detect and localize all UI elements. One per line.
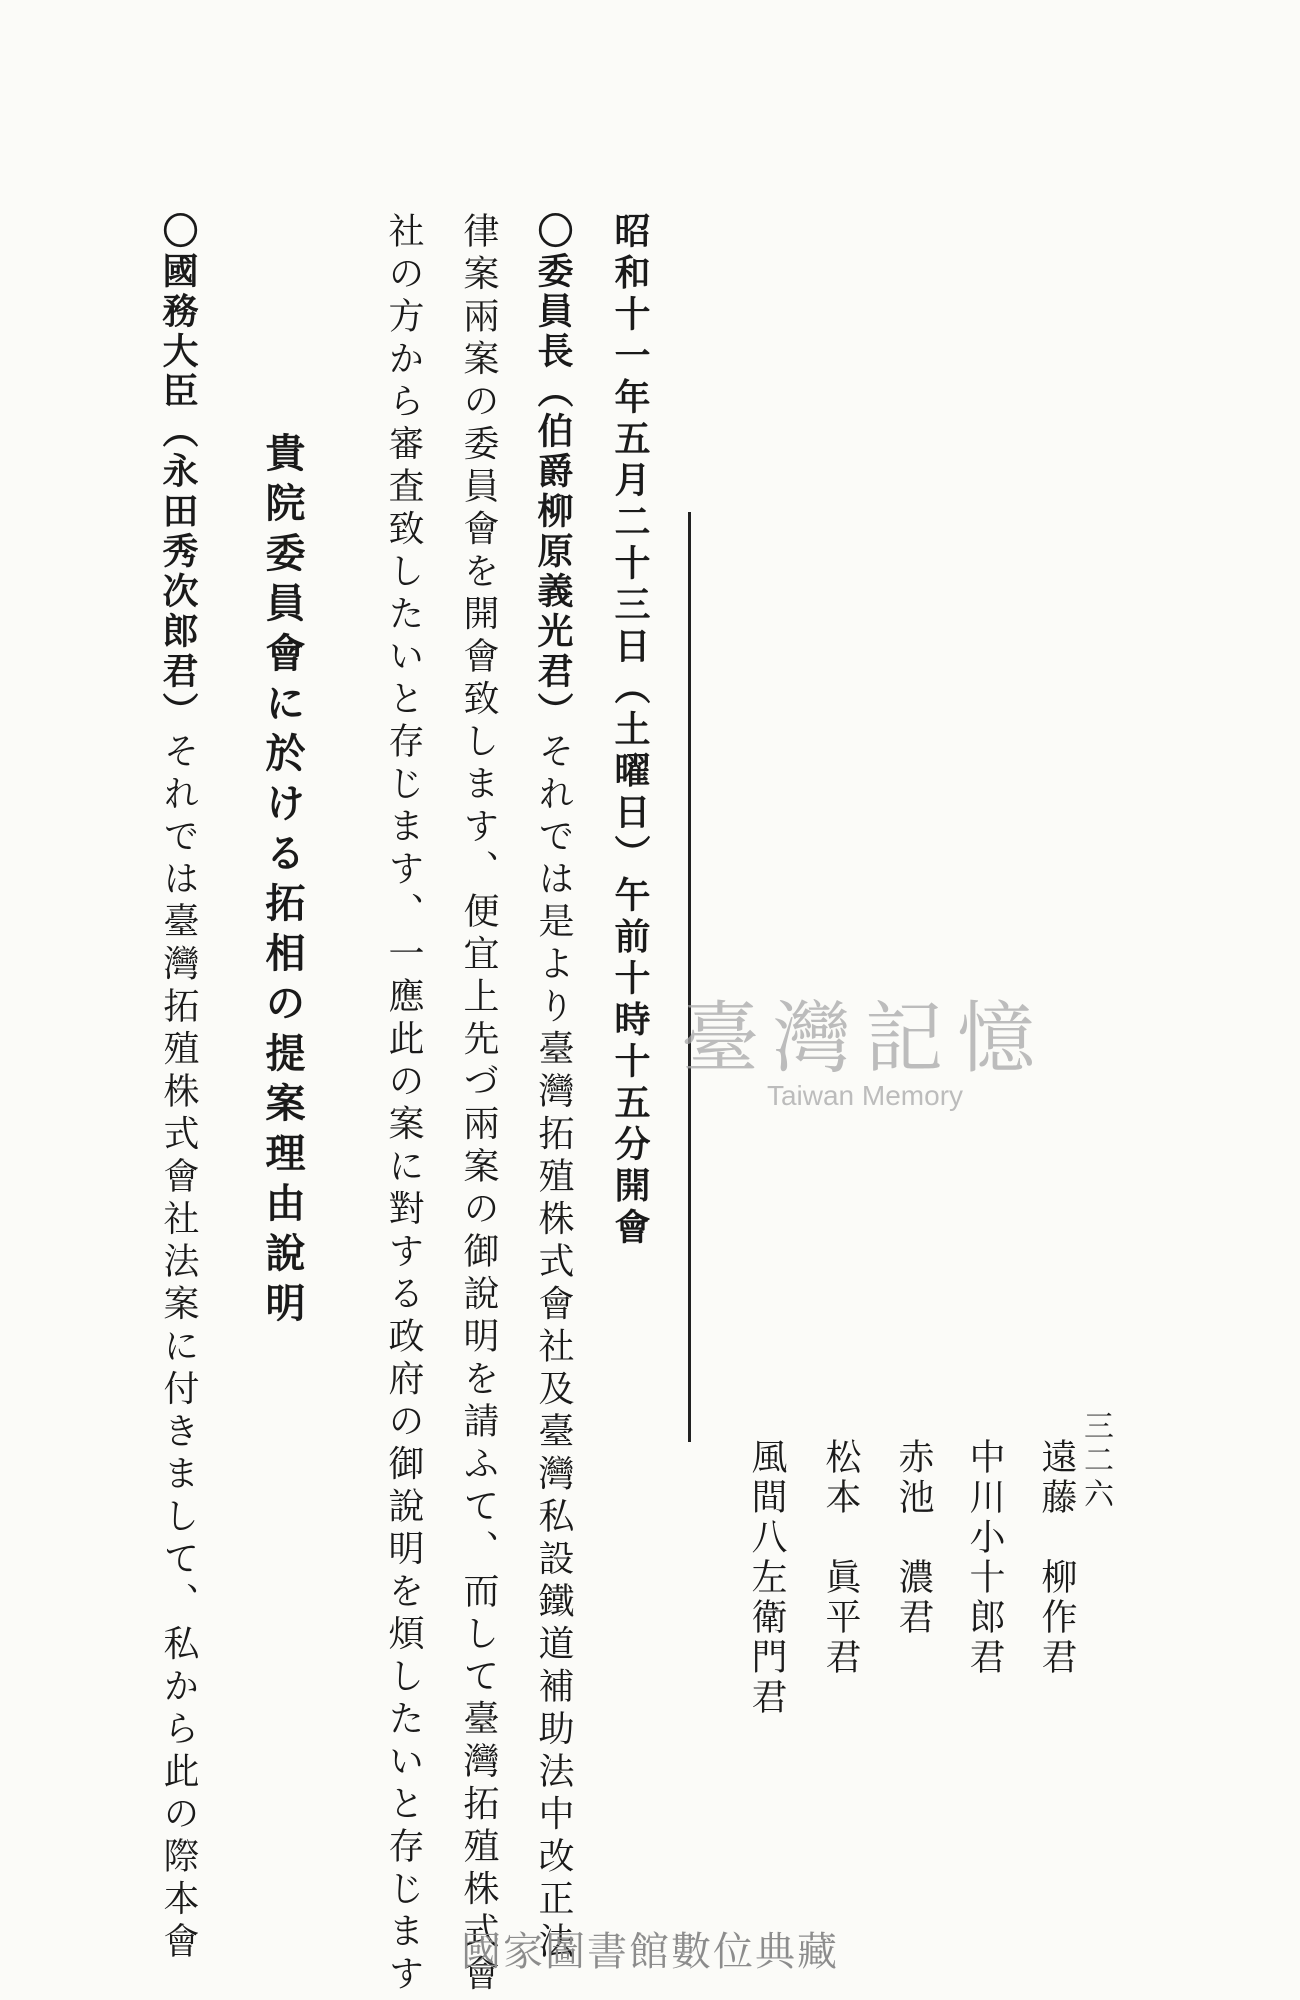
page-number: 三二六: [1078, 1410, 1113, 1512]
chairman-speech-line: 社の方から審査致したいと存じます、一應此の案に對する政府の御說明を煩したいと存じます: [383, 212, 424, 1997]
committee-member: 松本 眞平君: [820, 1438, 861, 1678]
separator-line: [688, 512, 691, 1442]
watermark-cjk-text: 臺灣記憶: [680, 994, 1049, 1084]
watermark-en-text: Taiwan Memory: [766, 1080, 964, 1111]
section-heading: 貴院委員會に於ける拓相の提案理由說明: [259, 432, 306, 1332]
footer-archive-label: 國家圖書館數位典藏: [461, 1929, 839, 1975]
speech-text: それでは臺灣拓殖株式會社法案に付きまして、私から此の際本會: [158, 732, 199, 1965]
committee-member: 中川小十郎君: [964, 1438, 1005, 1678]
committee-member: 風間八左衛門君: [746, 1438, 787, 1718]
taiwan-memory-watermark: [645, 994, 1085, 1112]
chairman-speech-line: [532, 212, 574, 1965]
session-date: 昭和十一年五月二十三日（土曜日）午前十時十五分開會: [609, 212, 651, 1250]
speech-text: それでは是より臺灣拓殖株式會社及臺灣私設鐵道補助法中改正法: [533, 732, 574, 1965]
speaker-label: 〇委員長（伯爵柳原義光君）: [532, 212, 574, 732]
committee-member: 遠藤 柳作君: [1036, 1438, 1077, 1678]
speaker-label: 〇國務大臣（永田秀次郎君）: [157, 212, 199, 732]
minister-speech-line: [157, 212, 199, 1965]
committee-member: 赤池 濃君: [893, 1438, 934, 1638]
chairman-speech-line: 律案兩案の委員會を開會致します、便宜上先づ兩案の御說明を請ふて、而して臺灣拓殖株式會: [458, 212, 499, 1997]
